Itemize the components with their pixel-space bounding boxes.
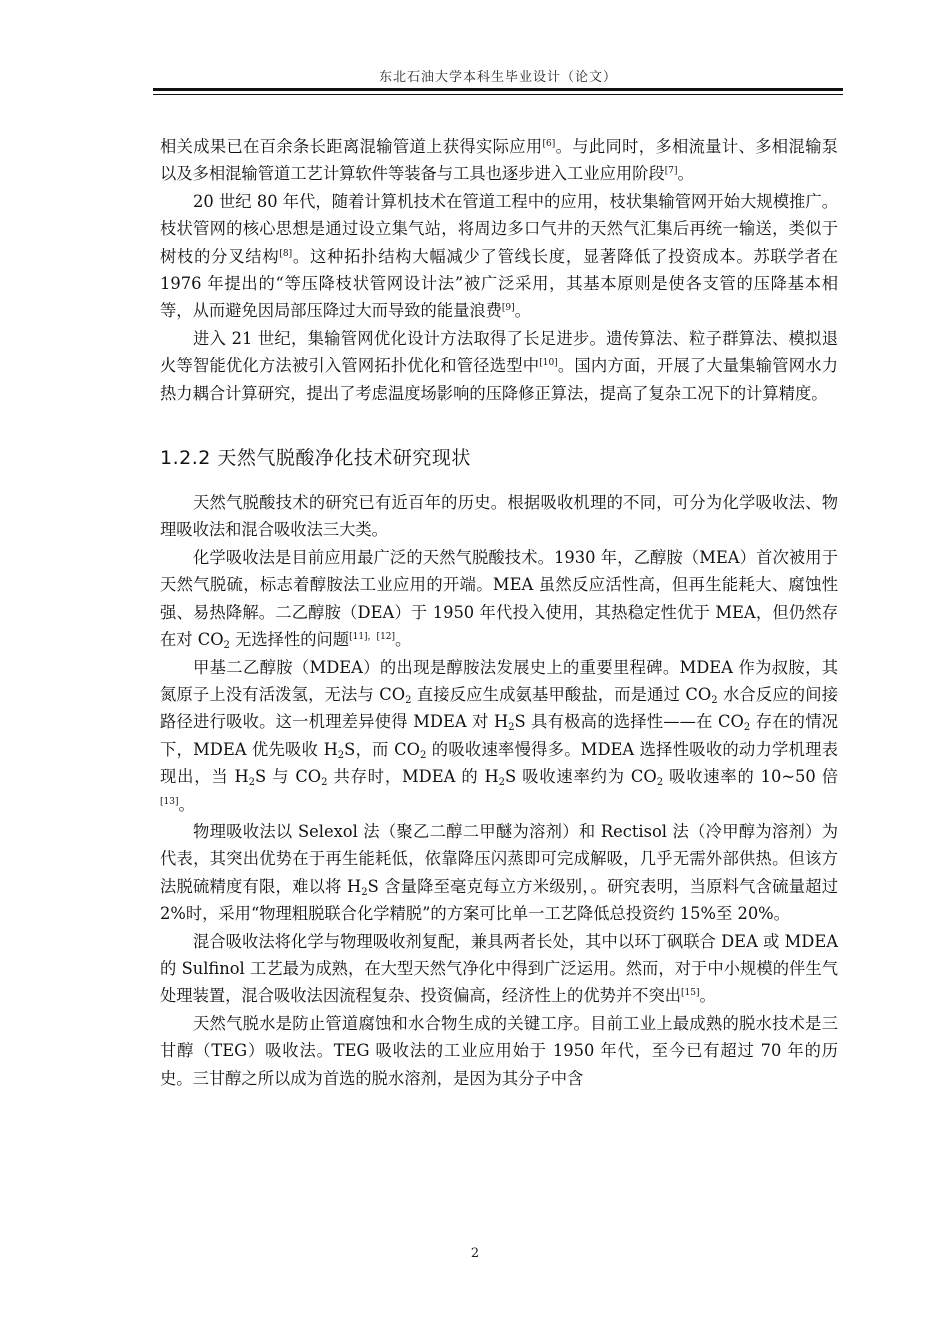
- running-header: 东北石油大学本科生毕业设计（论文）: [378, 70, 617, 85]
- paragraph-6: 甲基二乙醇胺（MDEA）的出现是醇胺法发展史上的重要里程碑。MDEA 作为叔胺，其氮原子上没有活泼氢，无法与 $CO_2$ 直接反应生成氨基甲酸盐，而是通过 $CO_2$ 水合反应的间接路径进行吸收。这一机理差异使得 MDEA 对 $H_2S$ 具有极高的选择性——在 $CO_2$ 存在的情况下，MDEA 优先吸收 $H_2S$，而 $CO_2$ 的吸收速率慢得多。MDEA 选择性吸收的动力学机理表现出，当 $H_2S$ 与 $CO_2$ 共存时，MDEA 的 $H_2S$ 吸收速率约为 $CO_2$ 吸收速率的 10~50 倍[13]。: [160, 657, 839, 814]
- section-title: 天然气脱酸净化技术研究现状: [217, 447, 471, 470]
- citation: [6]: [542, 139, 556, 149]
- citation: [10]: [539, 358, 558, 369]
- header-rule-thick: [153, 88, 843, 91]
- citation: [15]: [681, 988, 700, 999]
- paragraph-3: 进入 21 世纪，集输管网优化设计方法取得了长足进步。遗传算法、粒子群算法、模拟退火等智能优化方法被引入管网拓扑优化和管径选型中[10]。国内方面，开展了大量集输管网水力热力耦合计算研究，提出了考虑温度场影响的压降修正算法，提高了复杂工况下的计算精度。: [160, 328, 838, 403]
- section-number: 1.2.2: [160, 447, 211, 470]
- paragraph-5: 化学吸收法是目前应用最广泛的天然气脱酸技术。1930 年，乙醇胺（MEA）首次被用于天然气脱硫，标志着醇胺法工业应用的开端。MEA 虽然反应活性高，但再生能耗大、腐蚀性强、易热降解。二乙醇胺（DEA）于 1950 年代投入使用，其热稳定性优于 MEA，但仍然存在对 $CO_2$ 无选择性的问题[11]，[12]。: [160, 547, 838, 652]
- paragraph-1: 相关成果已在百余条长距离混输管道上获得实际应用[6]。与此同时，多相流量计、多相混输泵以及多相混输管道工艺计算软件等装备与工具也逐步进入工业应用阶段[7]。: [160, 137, 838, 184]
- page-body: [160, 133, 838, 1092]
- section-heading: [160, 444, 838, 472]
- citation: [8]: [279, 248, 293, 259]
- paragraph-7: 物理吸收法以 Selexol 法（聚乙二醇二甲醚为溶剂）和 Rectisol 法（冷甲醇为溶剂）为代表，其突出优势在于再生能耗低，依靠降压闪蒸即可完成解吸，几乎无需外部供热。但该方法脱硫精度有限，难以将 $H_2S$ 含量降至毫克每立方米级别，。研究表明，当原料气含硫量超过 2%时，采用“物理粗脱联合化学精脱”的方案可比单一工艺降低总投资约 15%至 20%。: [160, 821, 838, 924]
- citation: [11]，[12]: [349, 632, 396, 643]
- citation: [13]: [160, 796, 179, 807]
- header-rule-thin: [153, 94, 843, 95]
- paragraph-9: 天然气脱水是防止管道腐蚀和水合物生成的关键工序。目前工业上最成熟的脱水技术是三甘醇（TEG）吸收法。TEG 吸收法的工业应用始于 1950 年代，至今已有超过 70 年的历史。三甘醇之所以成为首选的脱水溶剂，是因为其分子中含: [160, 1013, 838, 1088]
- citation: [7]: [664, 166, 678, 177]
- paragraph-8: 混合吸收法将化学与物理吸收剂复配，兼具两者长处，其中以环丁砜联合 DEA 或 MDEA 的 Sulfinol 工艺最为成熟，在大型天然气净化中得到广泛运用。然而，对于中小规模的伴生气处理装置，混合吸收法因流程复杂、投资偏高，经济性上的优势并不突出[15]。: [160, 931, 838, 1006]
- paragraph-2: 20 世纪 80 年代，随着计算机技术在管道工程中的应用，枝状集输管网开始大规模推广。枝状管网的核心思想是通过设立集气站，将周边多口气井的天然气汇集后再统一输送，类似于树枝的分叉结构[8]。这种拓扑结构大幅减少了管线长度，显著降低了投资成本。苏联学者在 1976 年提出的“等压降枝状管网设计法”被广泛采用，其基本原则是使各支管的压降基本相等，从而避免因局部压降过大而导致的能量浪费[9]。: [160, 191, 838, 321]
- citation: [9]: [501, 303, 515, 314]
- paragraph-4: 天然气脱酸技术的研究已有近百年的历史。根据吸收机理的不同，可分为化学吸收法、物理吸收法和混合吸收法三大类。: [160, 493, 838, 540]
- page-number: 2: [470, 1246, 480, 1261]
